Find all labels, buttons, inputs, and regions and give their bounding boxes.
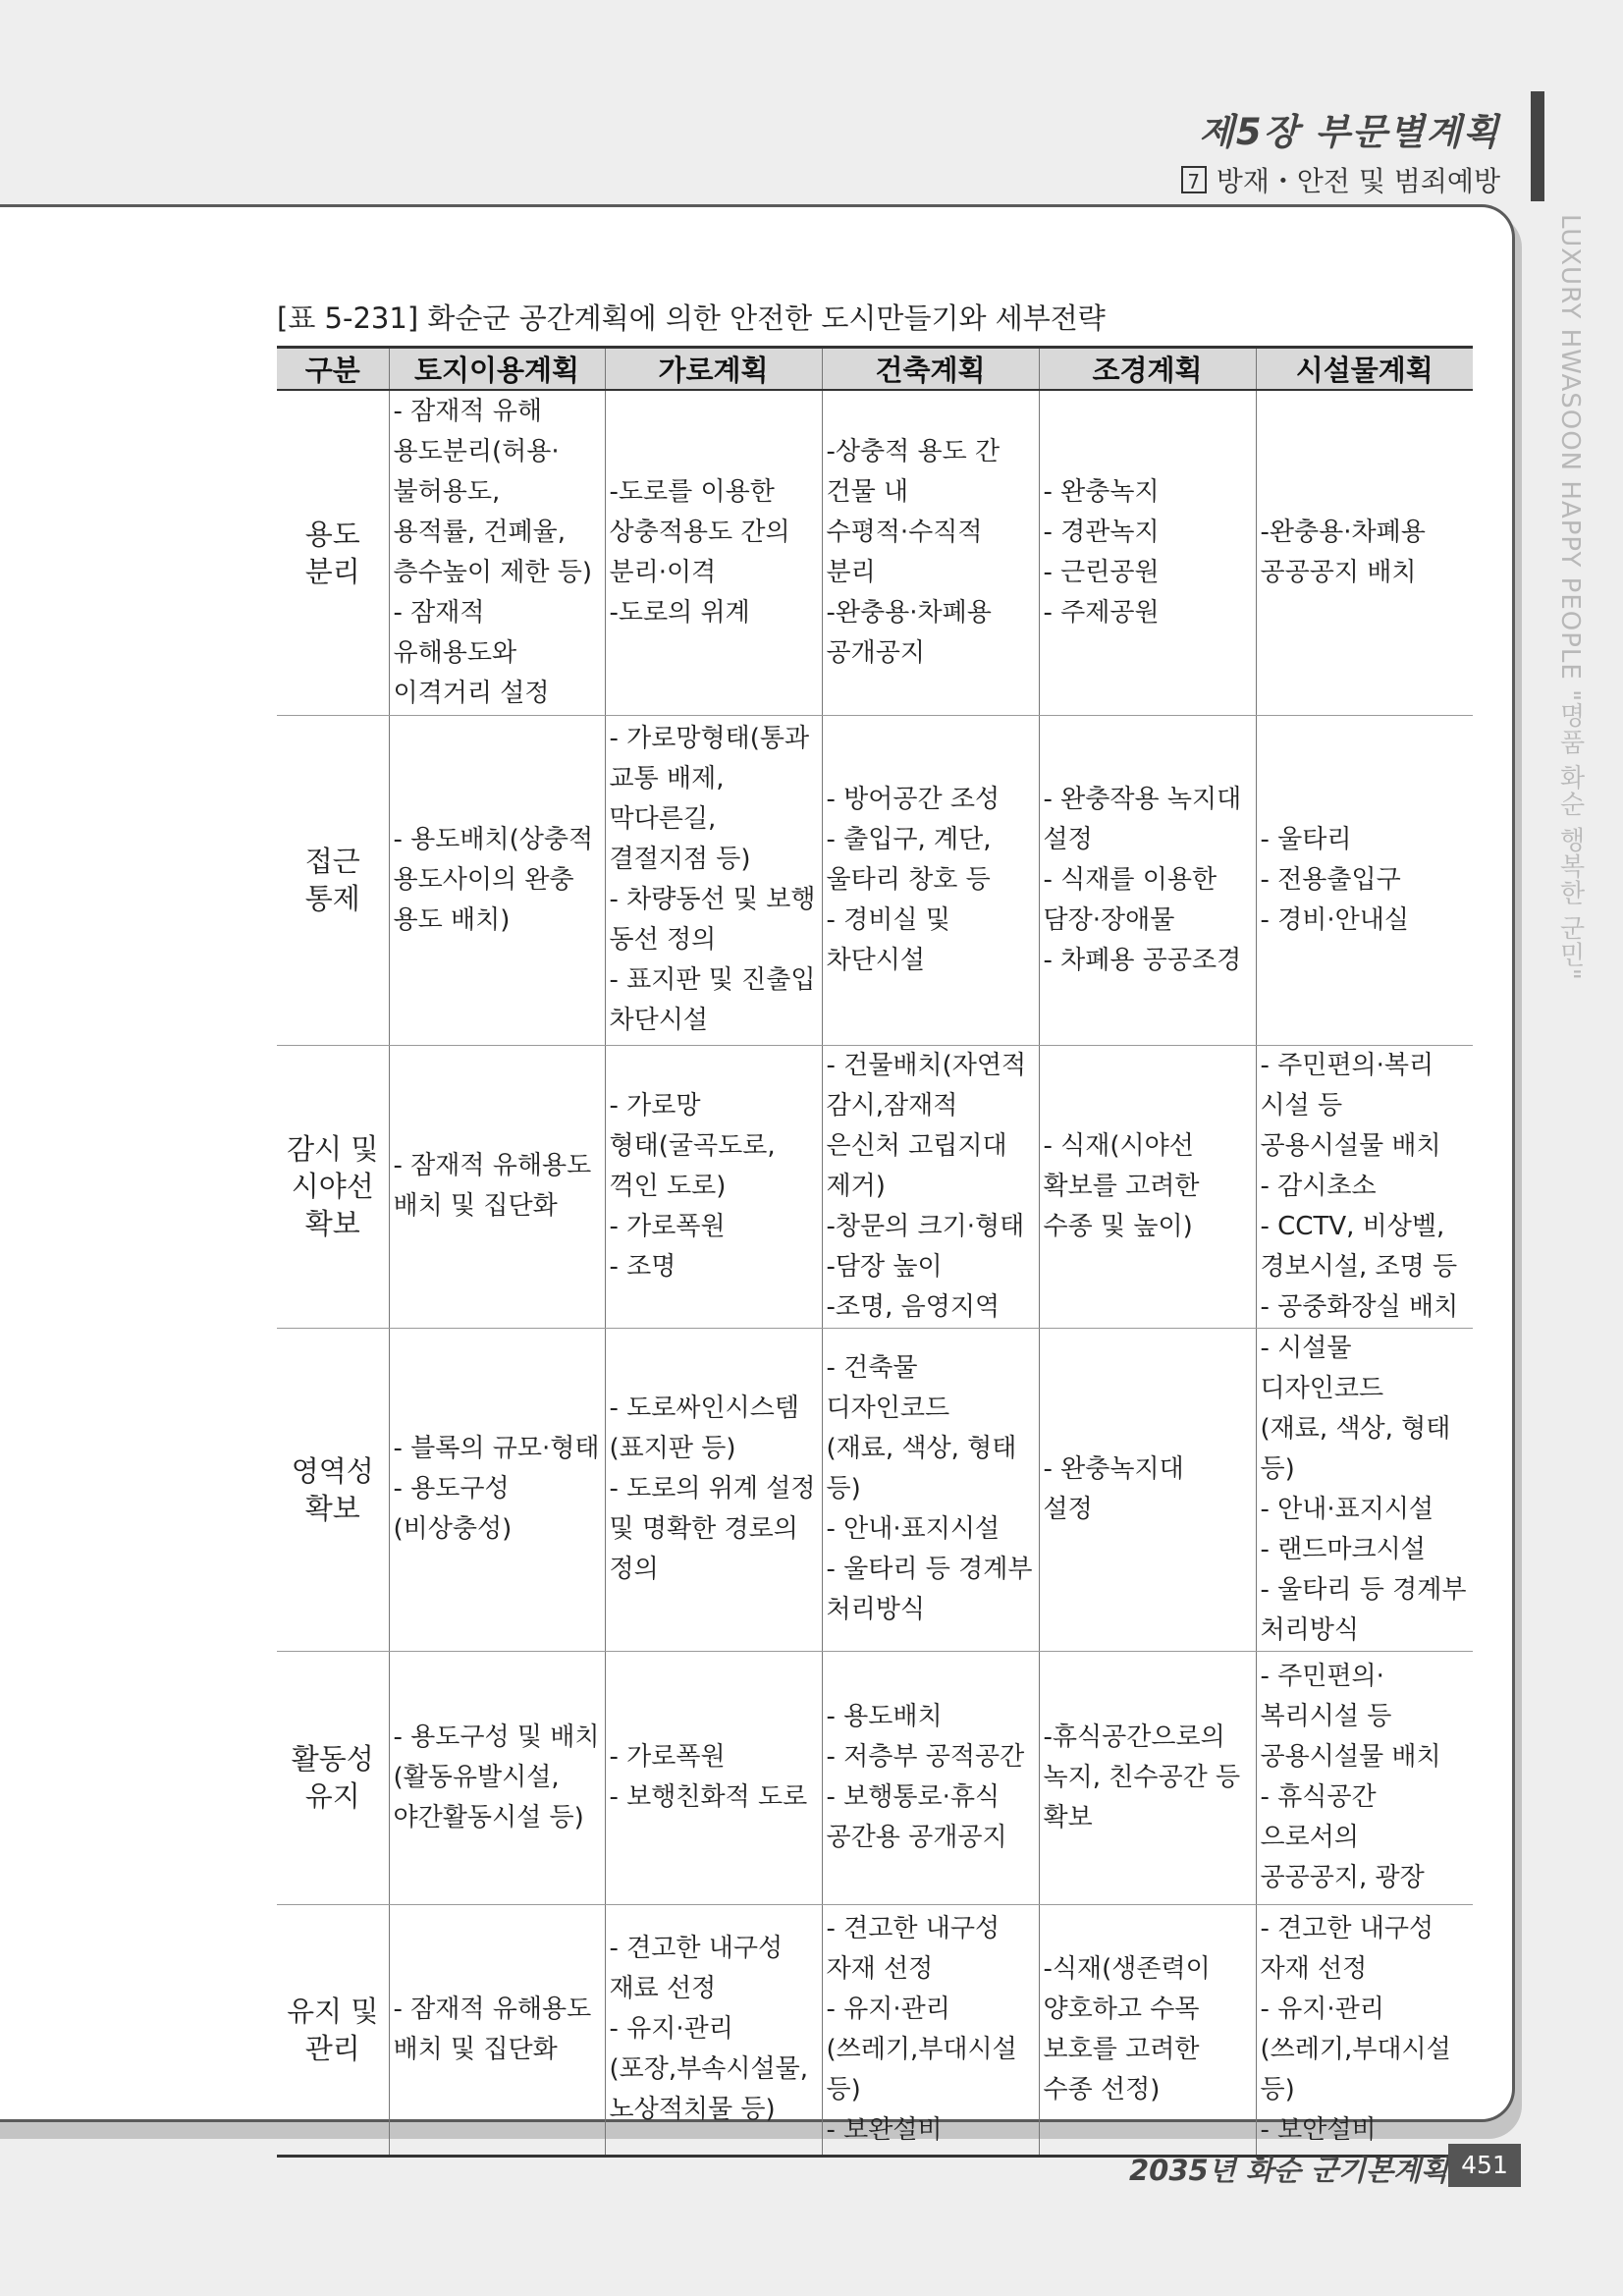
section-number-box: 7 <box>1181 166 1207 193</box>
table-row <box>277 715 1473 1045</box>
table-cell: - 도로싸인시스템 (표지판 등) - 도로의 위계 설정 및 명확한 경로의 정의 <box>605 1328 822 1651</box>
table-cell: - 주민편의·복리 시설 등 공용시설물 배치 - 감시초소 - CCTV, 비상벨, 경보시설, 조명 등 - 공중화장실 배치 <box>1256 1045 1473 1328</box>
table-cell: - 견고한 내구성 자재 선정 - 유지·관리 (쓰레기,부대시설 등) - 보완설비 <box>822 1904 1039 2156</box>
table-cell: - 건물배치(자연적 감시,잠재적 은신처 고립지대 제거) -창문의 크기·형태 -담장 높이 -조명, 음영지역 <box>822 1045 1039 1328</box>
table-cell: - 잠재적 유해용도 배치 및 집단화 <box>389 1904 605 2156</box>
table-cell: - 식재(시야선 확보를 고려한 수종 및 높이) <box>1039 1045 1256 1328</box>
table-cell: -휴식공간으로의 녹지, 친수공간 등 확보 <box>1039 1651 1256 1904</box>
table-row <box>277 1904 1473 2156</box>
table-cell: - 방어공간 조성 - 출입구, 계단, 울타리 창호 등 - 경비실 및 차단시설 <box>822 715 1039 1045</box>
section-title: 방재・안전 및 범죄예방 <box>1216 165 1500 197</box>
column-header-street: 가로계획 <box>605 348 822 391</box>
table-cell: - 건축물 디자인코드 (재료, 색상, 형태 등) - 안내·표지시설 - 울타리 등 경계부 처리방식 <box>822 1328 1039 1651</box>
strategy-table <box>277 346 1473 2158</box>
table-cell: - 블록의 규모·형태 - 용도구성 (비상충성) <box>389 1328 605 1651</box>
table-cell: - 시설물 디자인코드 (재료, 색상, 형태 등) - 안내·표지시설 - 랜드마크시설 - 울타리 등 경계부 처리방식 <box>1256 1328 1473 1651</box>
book-title: 2035년 화순 군기본계획 <box>1128 2154 1448 2187</box>
table-cell: - 완충녹지대 설정 <box>1039 1328 1256 1651</box>
table-row <box>277 1651 1473 1904</box>
row-category: 활동성 유지 <box>277 1651 389 1904</box>
section-heading <box>1181 160 1500 199</box>
table-cell: -도로를 이용한 상충적용도 간의 분리·이격 -도로의 위계 <box>605 390 822 715</box>
table-cell: -완충용·차폐용 공공공지 배치 <box>1256 390 1473 715</box>
header-accent-bar <box>1531 91 1544 201</box>
table-cell: - 주민편의· 복리시설 등 공용시설물 배치 - 휴식공간 으로서의 공공공지, 광장 <box>1256 1651 1473 1904</box>
table-cell: - 가로망형태(통과 교통 배제, 막다른길, 결절지점 등) - 차량동선 및 보행 동선 정의 - 표지판 및 진출입 차단시설 <box>605 715 822 1045</box>
table-cell: - 잠재적 유해용도 배치 및 집단화 <box>389 1045 605 1328</box>
column-header-land-use: 토지이용계획 <box>389 348 605 391</box>
page-number: 451 <box>1448 2144 1521 2187</box>
row-category: 감시 및 시야선 확보 <box>277 1045 389 1328</box>
row-category: 접근 통제 <box>277 715 389 1045</box>
table-cell: - 용도구성 및 배치 (활동유발시설, 야간활동시설 등) <box>389 1651 605 1904</box>
column-header-architecture: 건축계획 <box>822 348 1039 391</box>
row-category: 유지 및 관리 <box>277 1904 389 2156</box>
side-slogan-text: LUXURY HWASOON HAPPY PEOPLE "명품 화순 행복한 군민" <box>1555 214 1585 981</box>
table-header-row <box>277 348 1473 391</box>
table-caption: [표 5-231] 화순군 공간계획에 의한 안전한 도시만들기와 세부전략 <box>277 301 1106 335</box>
table-cell: - 용도배치 - 저층부 공적공간 - 보행통로·휴식 공간용 공개공지 <box>822 1651 1039 1904</box>
table-row <box>277 1328 1473 1651</box>
row-category: 영역성 확보 <box>277 1328 389 1651</box>
table-cell: - 잠재적 유해 용도분리(허용· 불허용도, 용적률, 건폐율, 층수높이 제한 등) - 잠재적 유해용도와 이격거리 설정 <box>389 390 605 715</box>
table-cell: - 완충작용 녹지대 설정 - 식재를 이용한 담장·장애물 - 차폐용 공공조경 <box>1039 715 1256 1045</box>
table-cell: - 견고한 내구성 재료 선정 - 유지·관리 (포장,부속시설물, 노상적치물 등) <box>605 1904 822 2156</box>
column-header-facility: 시설물계획 <box>1256 348 1473 391</box>
table-cell: - 가로망 형태(굴곡도로, 꺽인 도로) - 가로폭원 - 조명 <box>605 1045 822 1328</box>
chapter-title: 제5장 부문별계획 <box>1199 111 1500 153</box>
table-cell: - 울타리 - 전용출입구 - 경비·안내실 <box>1256 715 1473 1045</box>
column-header-landscape: 조경계획 <box>1039 348 1256 391</box>
table-cell: -상충적 용도 간 건물 내 수평적·수직적 분리 -완충용·차폐용 공개공지 <box>822 390 1039 715</box>
table-cell: - 용도배치(상충적 용도사이의 완충 용도 배치) <box>389 715 605 1045</box>
table-cell: - 견고한 내구성 자재 선정 - 유지·관리 (쓰레기,부대시설 등) - 보안설비 <box>1256 1904 1473 2156</box>
table-cell: -식재(생존력이 양호하고 수목 보호를 고려한 수종 선정) <box>1039 1904 1256 2156</box>
table-row <box>277 390 1473 715</box>
table-row <box>277 1045 1473 1328</box>
table-cell: - 가로폭원 - 보행친화적 도로 <box>605 1651 822 1904</box>
table-cell: - 완충녹지 - 경관녹지 - 근린공원 - 주제공원 <box>1039 390 1256 715</box>
column-header-category: 구분 <box>277 348 389 391</box>
row-category: 용도 분리 <box>277 390 389 715</box>
